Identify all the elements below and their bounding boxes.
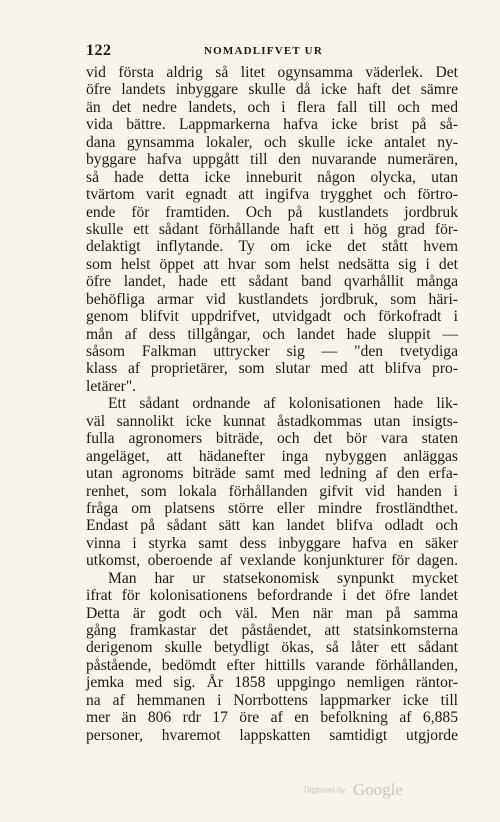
text-line: vinna i styrka samt dess inbyggare hafva en säker: [86, 534, 458, 552]
text-line: som helst öppet att hvar som helst nedsätta sig i det: [86, 255, 458, 273]
text-line: dana gynsamma lokaler, och skulle icke antalet ny-: [86, 133, 458, 151]
page-header: [86, 42, 458, 62]
body-text: [86, 64, 458, 744]
text-line: fråga om platsens större eller mindre frostländthet.: [86, 499, 458, 517]
text-line: påstående, bedömdt efter hittills varande förhållanden,: [86, 656, 458, 674]
text-line: personer, hvaremot lappskatten samtidigt utgjorde: [86, 726, 458, 744]
text-line: Ett sådant ordnande af kolonisationen hade lik-: [108, 395, 458, 413]
text-line: såsom Falkman uttrycker sig — "den tvetydiga: [86, 343, 458, 360]
google-logo: Google: [352, 780, 403, 799]
text-line: så hade detta icke inneburit någon olycka, utan: [86, 168, 458, 186]
text-line: öfre landet, hade ett sådant band qvarhållit många: [86, 273, 458, 291]
text-line: fulla agronomers biträde, och det bör vara staten: [86, 430, 458, 448]
text-line: klass af proprietärer, som slutar med att blifva pro-: [86, 360, 458, 378]
text-line: mån af dess tillgångar, och landet hade sluppit —: [86, 325, 458, 343]
text-line: tvärtom varit egnadt att ingifva trygghet och förtro-: [86, 186, 458, 204]
text-line: renhet, som lokala förhållanden gifvit vid handen i: [86, 482, 458, 500]
running-head: NOMADLIFVET UR: [204, 45, 323, 57]
digitized-label: Digitized by: [304, 785, 346, 795]
text-line: utkomst, oberoende af vexlande konjunkturer för dagen.: [86, 552, 458, 570]
text-line: na af hemmanen i Norrbottens lappmarker icke till: [86, 691, 458, 709]
text-line: mer än 806 rdr 17 öre af en befolkning af 6,885: [86, 709, 458, 727]
text-line: öfre landets inbyggare skulle då icke haft det sämre: [86, 81, 458, 99]
text-line: derigenom skulle betydligt ökas, så låter ett sådant: [86, 639, 458, 657]
text-line: angeläget, att hädanefter inga nybyggen anläggas: [86, 447, 458, 465]
text-line: Man har ur statsekonomisk synpunkt mycket: [108, 569, 458, 587]
text-line: jemka med sig. År 1858 uppgingo nemligen räntor-: [86, 674, 458, 692]
text-line: Detta är godt och väl. Men när man på samma: [86, 604, 458, 622]
text-line: ifrat för kolonisationens befordrande i det öfre landet: [86, 587, 458, 605]
digitized-watermark: [304, 780, 403, 800]
text-line: byggare hafva uppgått till den nuvarande numerären,: [86, 151, 458, 169]
text-line: letärer".: [86, 377, 137, 395]
text-line: ende för framtiden. Och på kustlandets jordbruk: [86, 203, 458, 221]
text-line: skulle ett sådant förhållande haft ett i hög grad för-: [86, 220, 458, 238]
text-line: utan agronoms biträde samt med ledning af den erfa-: [86, 465, 458, 483]
text-line: delaktigt inflytande. Ty om icke det stått hvem: [86, 238, 458, 256]
text-line: behöfliga armar vid kustlandets jordbruk, som häri-: [86, 290, 458, 308]
text-line: än det nedre landets, och i flera fall till och med: [86, 98, 458, 116]
text-line: vida bättre. Lappmarkerna hafva icke brist på så-: [86, 116, 458, 134]
text-line: gång framkastar det påståendet, att statsinkomsterna: [86, 622, 458, 639]
page-number: 122: [86, 42, 112, 59]
text-line: vid första aldrig så litet ogynsamma väderlek. Det: [86, 64, 458, 81]
text-line: Endast på sådant sätt kan landet blifva odladt och: [86, 517, 458, 535]
text-line: väl sannolikt icke kunnat åstadkommas utan insigts-: [86, 412, 458, 430]
text-line: genom blifvit uppdrifvet, utvidgadt och förkofradt i: [86, 308, 458, 326]
